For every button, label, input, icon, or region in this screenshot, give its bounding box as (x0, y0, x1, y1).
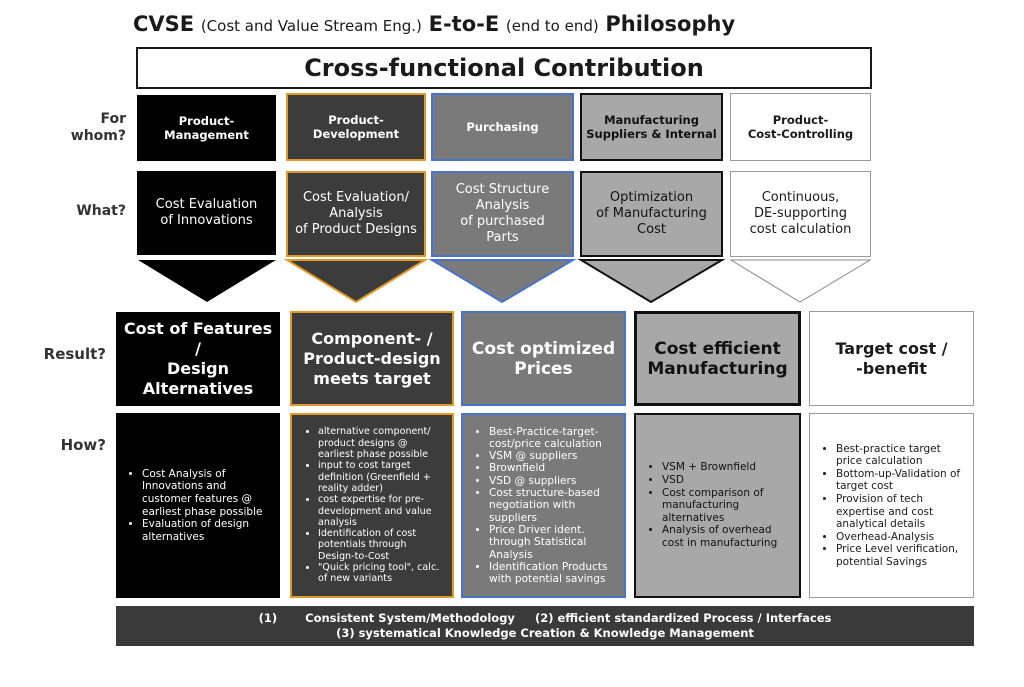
result-pm-line3: Alternatives (142, 379, 254, 398)
list-item: • Cost structure-based negotiation with suppliers (489, 487, 618, 524)
head-pd-line1: Product- (328, 113, 384, 127)
head-pcc-line2: Cost-Controlling (747, 127, 854, 141)
list-item: • cost expertise for pre-development and value analysis (318, 494, 446, 528)
how-manufacturing (634, 413, 801, 598)
row-label-result: Result? (43, 345, 106, 363)
how-pm-list (120, 468, 274, 544)
result-manufacturing (634, 311, 801, 406)
head-pm-line2: Management (164, 128, 249, 142)
what-pd-line3: of Product Designs (295, 222, 417, 237)
list-item: • Cost Analysis of Innovations and customer features @ earliest phase possible (142, 468, 274, 518)
head-mfg-line1: Manufacturing (604, 113, 699, 127)
how-pu-list (467, 426, 618, 586)
result-product-development (290, 311, 454, 406)
how-pcc-list (814, 443, 967, 569)
list-item: • Price Driver ident. through Statistical Analysis (489, 524, 618, 561)
row-label-what: What? (76, 203, 126, 219)
result-pcc-line1: Target cost / (835, 338, 948, 358)
head-mfg-line2: Suppliers & Internal (586, 127, 717, 141)
row-label-for-whom-line1: For (100, 111, 126, 127)
what-mfg-line2: of Manufacturing (596, 206, 707, 221)
list-item: • Identification Products with potential savings (489, 561, 618, 586)
arrow-cost-controlling (731, 260, 870, 302)
result-pcc-line2: -benefit (856, 358, 927, 378)
result-mfg-line2: Manufacturing (647, 358, 788, 379)
list-item: • input to cost target definition (Greenfield + reality adder) (318, 460, 446, 494)
how-purchasing (461, 413, 626, 598)
how-product-management (116, 413, 280, 598)
list-item: • Price Level verification, potential Savings (836, 543, 967, 568)
result-mfg-line1: Cost efficient (654, 338, 781, 359)
title-cvse-expansion: (Cost and Value Stream Eng.) (200, 17, 422, 35)
what-pu-line4: Parts (486, 230, 519, 245)
how-pd-list (296, 426, 446, 584)
result-cost-controlling (809, 311, 974, 406)
arrow-product-management (138, 260, 276, 302)
footer-line2: (3) systematical Knowledge Creation & Knowledge Management (336, 626, 754, 640)
result-pm-line1: Cost of Features / (123, 319, 273, 358)
list-item: • VSM @ suppliers (489, 450, 618, 462)
title-e-to-e: E-to-E (428, 12, 500, 36)
what-pu-line3: of purchased (460, 214, 545, 229)
what-pu-line2: Analysis (475, 198, 530, 213)
list-item: • Analysis of overhead cost in manufacturing (662, 524, 793, 549)
result-product-management (116, 312, 280, 406)
list-item: • Brownfield (489, 462, 618, 474)
what-pd-line2: Analysis (329, 206, 383, 221)
result-pu-line2: Prices (514, 358, 573, 379)
what-mfg-line1: Optimization (609, 190, 694, 205)
how-cost-controlling (809, 413, 974, 598)
list-item: • Evaluation of design alternatives (142, 518, 274, 543)
list-item: • VSD (662, 474, 793, 487)
what-pcc-line3: cost calculation (749, 222, 852, 237)
what-mfg-line3: Cost (637, 222, 666, 237)
title-e-to-e-expansion: (end to end) (505, 17, 599, 35)
head-pd-line2: Development (312, 127, 400, 141)
what-pcc-line2: DE-supporting (754, 206, 847, 221)
list-item: • "Quick pricing tool", calc. of new variants (318, 562, 446, 585)
arrow-purchasing (432, 260, 573, 302)
arrow-product-development (287, 260, 425, 302)
row-label-for-whom-line2: whom? (70, 128, 126, 144)
list-item: • Bottom-up-Validation of target cost (836, 468, 967, 493)
result-pm-line2: Design (167, 359, 229, 378)
title-cvse: CVSE (133, 12, 195, 36)
list-item: • Identification of cost potentials through Design-to-Cost (318, 528, 446, 562)
how-mfg-list (640, 461, 793, 549)
what-pm-line1: Cost Evaluation (155, 197, 258, 212)
list-item: • VSM + Brownfield (662, 461, 793, 474)
what-pd-line1: Cost Evaluation/ (302, 190, 409, 205)
arrow-manufacturing (581, 260, 722, 302)
list-item: • Best-practice target price calculation (836, 443, 967, 468)
what-pu-line1: Cost Structure (455, 182, 550, 197)
result-pd-line1: Component- / (311, 328, 433, 348)
footer-principles (116, 606, 974, 646)
head-pm-line1: Product- (178, 114, 235, 128)
result-pu-line1: Cost optimized (471, 338, 616, 359)
what-pcc-line1: Continuous, (761, 190, 840, 205)
list-item: • Provision of tech expertise and cost analytical details (836, 493, 967, 531)
head-pcc-line1: Product- (772, 113, 829, 127)
what-pm-line2: of Innovations (160, 213, 253, 228)
result-purchasing (461, 311, 626, 406)
result-pd-line2: Product-design (303, 348, 441, 368)
list-item: • Best-Practice-target-cost/price calculation (489, 426, 618, 451)
list-item: • Overhead-Analysis (836, 531, 967, 544)
row-label-how: How? (60, 436, 106, 454)
title-philosophy: Philosophy (605, 12, 736, 36)
footer-line1: (1) Consistent System/Methodology (2) efficient standardized Process / Interfaces (258, 611, 832, 625)
head-purchasing-line1: Purchasing (466, 120, 539, 134)
banner-cross-functional: Cross-functional Contribution (136, 47, 872, 89)
list-item: • alternative component/ product designs @ earliest phase possible (318, 426, 446, 460)
list-item: • Cost comparison of manufacturing alternatives (662, 487, 793, 525)
result-pd-line3: meets target (313, 368, 431, 388)
list-item: • VSD @ suppliers (489, 475, 618, 487)
how-product-development (290, 413, 454, 598)
